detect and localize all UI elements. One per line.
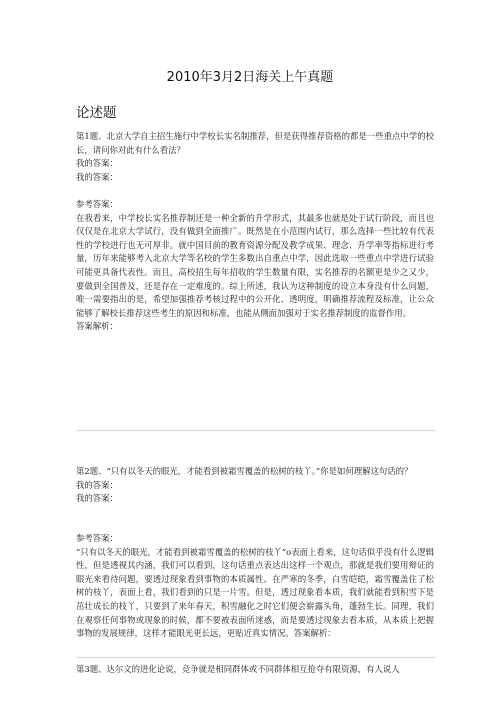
question-text: 第2题、“只有以冬天的眼光，才能看到被霜雪覆盖的松树的枝丫。”你是如何理解这句话的？: [76, 466, 413, 476]
question-text: 第3题、达尔文的进化论说，竞争就是相同群体或不同群体相互抢夺有限资源，有人说人: [76, 664, 400, 674]
reference-answer-label: 参考答案：: [76, 199, 118, 209]
analysis-label: 答案解析：: [76, 321, 118, 332]
my-answer-label: 我的答案：: [76, 158, 118, 169]
reference-answer-text: “只有以冬天的眼光，才能看到被霜雪覆盖的松树的枝丫”o表面上看来，这句话似乎没有什么逻辑性，但是透视其内涵，我们可以看到，这句话重点表达出这样一个观点，那就是我们要用辩证的眼光来看待问题，要透过现象看到事物的本质属性。在严寒的冬季，白雪皑皑，霜雪覆盖住了松树的枝丫，表面上看，我们看到的只是一片雪。但是，透过现象看本质，我们就能看到积雪下是茁壮成长的枝丫，只要到了来年春天，积雪融化之时它们便会崭露头角，蓬勃生长。同理，我们在观察任何事物或现象的时候，都不要被表面所迷惑，而是要透过现象去看本质，从本质上把握事物的发展规律，这样才能眼光更长远，更贴近真实情况。答案解析：: [76, 546, 434, 639]
question-1: [76, 130, 434, 184]
question-text: 第1题、北京大学自主招生施行中学校长实名制推荐，但是获得推荐资格的都是一些重点中学的校长，请问你对此有什么看法？: [76, 131, 434, 155]
question-2: [76, 465, 434, 506]
my-answer-label: 我的答案：: [76, 479, 118, 490]
reference-answer-2: [76, 532, 434, 641]
my-answer-label: 我的答案：: [76, 171, 118, 182]
reference-answer-text: 在我看来，中学校长实名推荐制还是一种全新的升学形式，其最多也就是处于试行阶段，而且也仅仅是在北京大学试行，没有做到全面推广。既然是在小范围内试行，那么选择一些比较有代表性的学校进行也无可厚非。就中国目前的教育资源分配及教学成果、理念、升学率等指标进行考量，历年来能够考入北京大学等名校的学生多数出自重点中学，因此选取一些重点中学进行试验可能更具备代表性。而且，高校招生每年招收的学生数量有限，实名推荐的名额更是少之又少，要做到全国普及，还是存在一定难度的。综上所述，我认为这种制度的设立本身没有什么问题，唯一需要指出的是，希望加强推荐考核过程中的公开化、透明度，明确推荐流程及标准，让公众能够了解校长推荐这些考生的原因和标准，也能从侧面加强对于实名推荐制度的监督作用。: [76, 212, 434, 318]
question-3: [76, 663, 434, 677]
reference-answer-label: 参考答案：: [76, 533, 118, 543]
reference-answer-1: [76, 198, 434, 334]
divider: [76, 657, 436, 658]
section-heading: 论述题: [76, 105, 117, 121]
divider: [76, 430, 436, 431]
my-answer-label: 我的答案：: [76, 493, 118, 504]
page-title: 2010年3月2日海关上午真题: [166, 70, 334, 85]
